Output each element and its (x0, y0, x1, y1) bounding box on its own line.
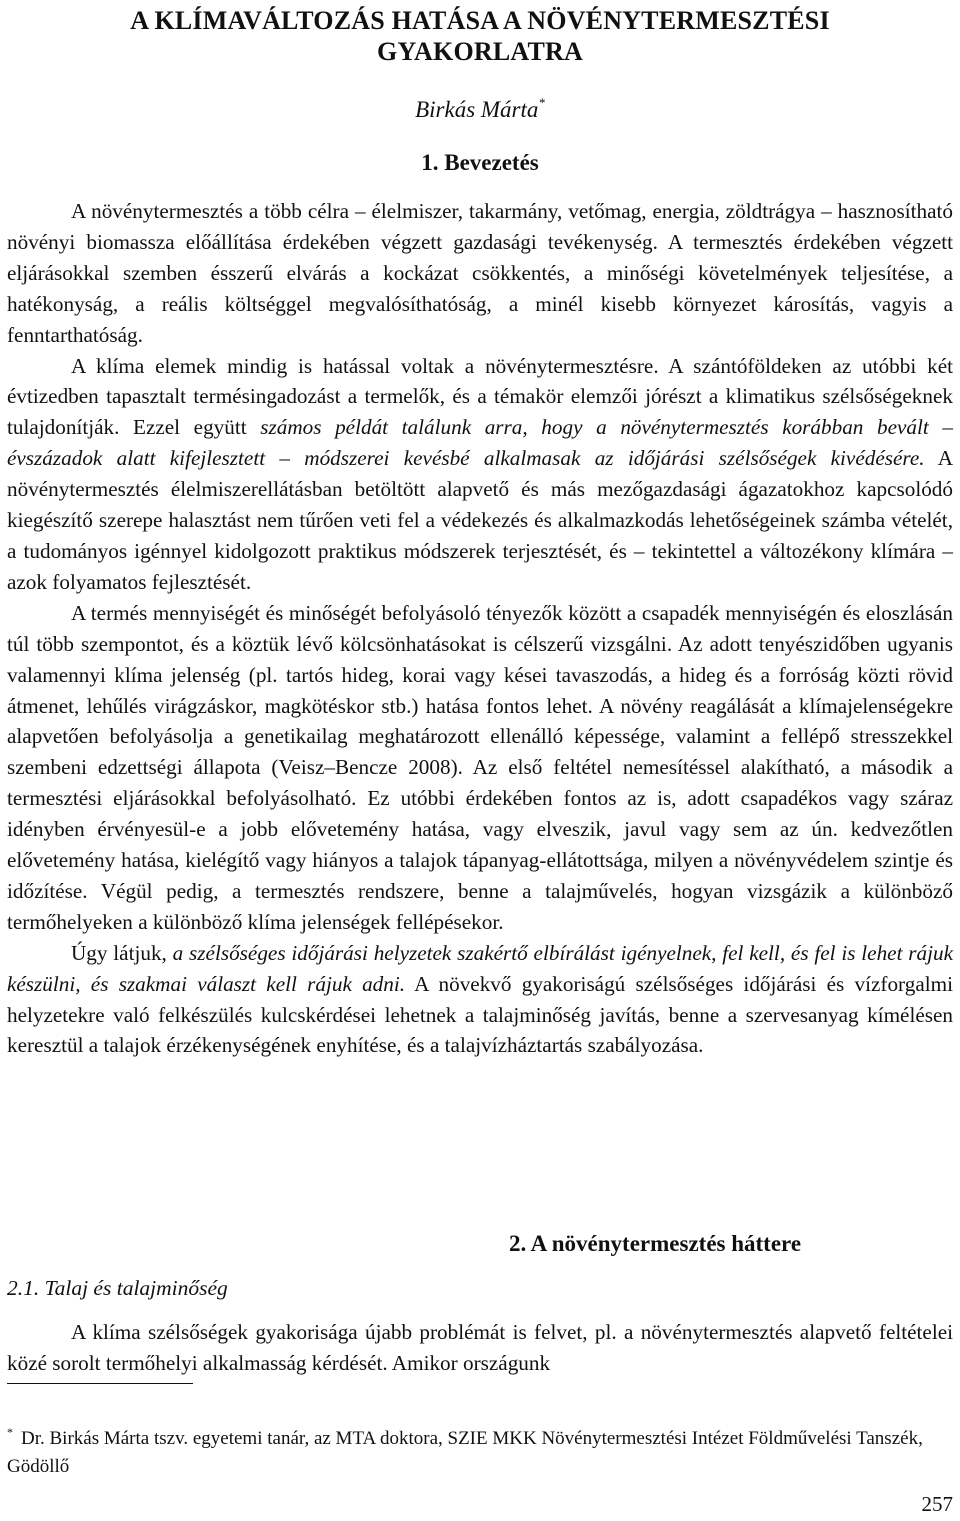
author-footnote-marker: * (538, 95, 545, 110)
footnote-marker: * (7, 1425, 13, 1439)
footnote (7, 1418, 953, 1481)
page-number: 257 (921, 1492, 953, 1516)
author-name: Birkás Márta (415, 97, 539, 122)
paragraph-text: Úgy látjuk, (71, 940, 173, 965)
section-2-body (7, 1317, 953, 1379)
paragraph-text: A növekvő gyakoriságú szélsőséges időjárási és vízforgalmi helyzetekre való felkészülés kulcskérdései lehetnek a talajminőség javítás, benne a szervesanyag kímélésen keresztül a talajok érzékenységének enyhítése, és a talajvízháztartás szabályozása. (7, 971, 953, 1058)
emphasis-text: számos példát találunk arra, hogy a növénytermesztés korábban bevált – évszázadok alatt kifejlesztett – módszerei kevésbé alkalmasak az időjárási szélsőségek kivédésére. (7, 415, 953, 471)
paper-title-line2: GYAKORLATRA (377, 37, 583, 66)
section-2-heading: 2. A növénytermesztés háttere (508, 1231, 802, 1256)
paragraph-text: A növénytermesztés a több célra – élelmiszer, takarmány, vetőmag, energia, zöldtrágya – hasznosítható növényi biomassza előállítása érdekében végzett gazdasági tevékenység. A termesztés érdekében végzett eljárásokkal szemben ésszerű elvárás a kockázat csökkentés, a minőségi követelmények teljesítése, a hatékonyság, a reális költséggel megvalósíthatóság, a minél kisebb környezet károsítás, vagyis a fenntarthatóság. (7, 199, 953, 347)
paragraph (7, 351, 953, 598)
paragraph (7, 598, 953, 938)
paragraph-text: A növénytermesztés élelmiszerellátásban betöltött alapvető és más mezőgazdasági ágazatokhoz kapcsolódó kiegészítő szerepe halasztást nem tűrően veti fel a védekezés és alkalmazkodás lehetőségeinek számba vételét, a tudományos igénnyel kidolgozott praktikus módszerek terjesztését, és – tekintettel a változékony klímára – azok folyamatos fejlesztését. (7, 446, 953, 594)
author (0, 95, 960, 123)
paragraph-text: A termés mennyiségét és minőségét befolyásoló tényezők között a csapadék mennyiségén és eloszlásán túl több szempontot, és a köztük lévő kölcsönhatásokat is célszerű vizsgálni. Az adott tenyészidőben ugyanis valamennyi klíma jelenség (pl. tartós hideg, korai vagy kései tavaszodás, a hideg és a forróság közti rövid átmenet, lehűlés virágzáskor, magkötéskor stb.) hatása fontos lehet. A növény reagálását a klímajelenségekre alapvetően befolyásolja a genetikailag meghatározott ellenálló képessége, valamint a fellépő stresszekkel szembeni edzettségi állapota (Veisz–Bencze 2008). Az első feltétel nemesítéssel alakítható, a második a termesztési eljárásokkal befolyásolható. Ez utóbbi érdekében fontos az is, adott csapadékos vagy száraz idényben érvényesül-e a jobb elővetemény hatása, vagy elveszik, javul vagy sem az ún. kedvezőtlen elővetemény hatása, kielégítő vagy hiányos a talajok tápanyag-ellátottsága, milyen a növényvédelem szintje és időzítése. Végül pedig, a termesztés rendszere, benne a talajművelés, hogyan vizsgázik a különböző termőhelyeken a különböző klíma jelenségek fellépésekor. (7, 600, 953, 934)
footnote-text: Dr. Birkás Márta tszv. egyetemi tanár, az MTA doktora, SZIE MKK Növénytermesztési Intézet Földművelési Tanszék, Gödöllő (7, 1428, 923, 1477)
paragraph (7, 938, 953, 1062)
emphasis-text: a szélsőséges időjárási helyzetek szakértő elbírálást igényelnek, fel kell, és fel is lehet rájuk készülni, és szakmai választ kell rájuk adni. (7, 940, 953, 996)
paragraph (7, 196, 953, 351)
section-1-body (7, 196, 953, 1061)
paragraph-text: A klíma elemek mindig is hatással voltak a növénytermesztésre. A szántóföldeken az utóbbi két évtizedben tapasztalt termésingadozást a termelők, és a témakör elemzői jórészt a klimatikus szélsőségeknek tulajdonítják. Ezzel együtt (7, 353, 953, 440)
paragraph: A klíma szélsőségek gyakorisága újabb problémát is felvet, pl. a növénytermesztés alapvető feltételei közé sorolt termőhelyi alkalmasság kérdését. Amikor országunk (7, 1320, 953, 1375)
section-1-heading: 1. Bevezetés (421, 150, 539, 175)
footnote-rule (7, 1383, 193, 1384)
subsection-2-1-heading: 2.1. Talaj és talajminőség (7, 1276, 228, 1300)
paper-title-line1: A KLÍMAVÁLTOZÁS HATÁSA A NÖVÉNYTERMESZTÉSI (130, 6, 830, 35)
